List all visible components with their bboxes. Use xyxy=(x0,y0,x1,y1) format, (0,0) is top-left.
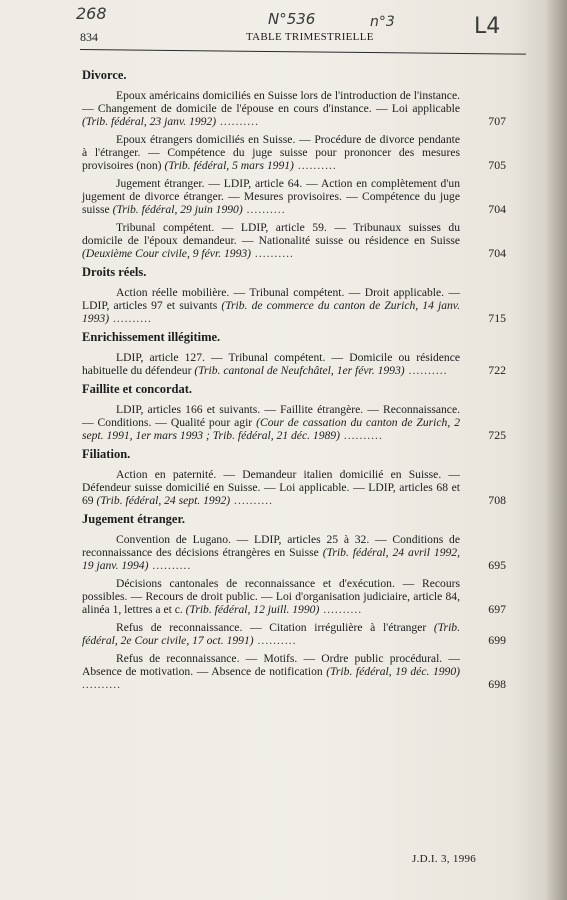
index-section xyxy=(68,382,508,442)
entry-court-reference: (Trib. cantonal de Neufchâtel, 1er févr. 1993) xyxy=(194,364,405,377)
section-title: Divorce. xyxy=(82,68,127,82)
entry-text xyxy=(68,577,460,616)
entry-description: Tribunal compétent. — LDIP, article 59. — Tribunaux suisses du domicile de l'époux demandeur. — Nationalité suisse ou résidence en Suisse xyxy=(82,221,460,247)
dot-leader: .......... xyxy=(109,312,152,325)
entry-page-number: 707 xyxy=(488,114,506,128)
dot-leader: .......... xyxy=(242,203,286,216)
section-title: Droits réels. xyxy=(82,265,147,279)
entry-description: Epoux américains domiciliés en Suisse lors de l'introduction de l'instance. — Changement de domicile de l'épouse en cours d'instance. — Loi applicable xyxy=(82,89,460,115)
entry-text xyxy=(68,621,460,647)
entry-court-reference: (Trib. fédéral, 12 juill. 1990) xyxy=(185,603,320,616)
entry-text xyxy=(68,403,460,442)
index-entry xyxy=(68,286,508,325)
entry-description: Epoux étrangers domiciliés en Suisse. — Procédure de divorce pendante à l'étranger. — Compétence du juge suisse pour prononcer des mesures provisoires (non) xyxy=(82,133,460,172)
entry-description: Convention de Lugano. — LDIP, articles 25 à 32. — Conditions de reconnaissance des décisions étrangères en Suisse xyxy=(82,533,460,559)
entry-court-reference: (Trib. fédéral, 24 sept. 1992) xyxy=(96,494,231,507)
handwritten-annotation-l4: L4 xyxy=(474,14,501,39)
header-rule xyxy=(80,49,526,55)
entry-court-reference: (Cour de cassation du canton de Zurich, 2 sept. 1991, 1er mars 1993 ; Trib. fédéral, 21 déc. 1989) xyxy=(82,416,460,442)
section-title: Faillite et concordat. xyxy=(82,382,193,396)
index-entry xyxy=(68,133,508,172)
entry-court-reference: (Trib. de commerce du canton de Zurich, 14 janv. 1993) xyxy=(82,299,460,325)
entry-text xyxy=(68,652,460,691)
dot-leader: .......... xyxy=(293,159,337,172)
dot-leader: .......... xyxy=(319,603,363,616)
entry-description: Refus de reconnaissance. — Citation irrégulière à l'étranger xyxy=(116,621,427,634)
section-title: Jugement étranger. xyxy=(82,512,185,526)
entry-description: Action réelle mobilière. — Tribunal compétent. — Droit applicable. — LDIP, articles 97 et suivants xyxy=(82,286,460,312)
dot-leader: .......... xyxy=(216,115,259,128)
index-section xyxy=(68,265,508,325)
index-entry xyxy=(68,403,508,442)
entry-text xyxy=(68,533,460,572)
entry-description: Refus de reconnaissance. — Motifs. — Ordre public procédural. — Absence de motivation. — Absence de notification xyxy=(82,652,460,678)
dot-leader: .......... xyxy=(148,559,192,572)
section-title: Enrichissement illégitime. xyxy=(82,330,221,344)
index-section xyxy=(68,447,508,507)
entry-court-reference: (Trib. fédéral, 23 janv. 1992) xyxy=(82,115,217,128)
entry-page-number: 697 xyxy=(488,602,506,616)
entry-page-number: 715 xyxy=(488,311,506,325)
entry-page-number: 698 xyxy=(488,677,506,691)
entry-description: LDIP, article 127. — Tribunal compétent. — Domicile ou résidence habituelle du défendeur xyxy=(82,351,460,377)
entry-page-number: 722 xyxy=(488,363,506,377)
index-entry xyxy=(68,221,508,260)
entry-court-reference: (Trib. fédéral, 29 juin 1990) xyxy=(112,203,243,216)
entry-text xyxy=(68,351,460,377)
footer-citation: J.D.I. 3, 1996 xyxy=(412,853,477,865)
entry-page-number: 699 xyxy=(488,633,506,647)
dot-leader: .......... xyxy=(404,364,448,377)
entry-page-number: 708 xyxy=(488,493,506,507)
entry-description: Jugement étranger. — LDIP, article 64. — Action en complètement d'un jugement de divorce étranger. — Mesures provisoires. — Compétence du juge suisse xyxy=(82,177,460,216)
entry-page-number: 704 xyxy=(488,246,506,260)
header-title: TABLE TRIMESTRIELLE xyxy=(246,31,374,43)
entry-text xyxy=(68,221,460,260)
index-content xyxy=(68,64,508,696)
dot-leader: .......... xyxy=(339,429,383,442)
index-entry xyxy=(68,533,508,572)
entry-court-reference: (Trib. fédéral, 19 déc. 1990) xyxy=(326,665,460,678)
entry-description: LDIP, articles 166 et suivants. — Faillite étrangère. — Reconnaissance. — Conditions. — Qualité pour agir xyxy=(82,403,460,429)
index-section xyxy=(68,330,508,377)
index-entry xyxy=(68,89,508,128)
entry-text xyxy=(68,468,460,507)
page-number: 834 xyxy=(80,30,98,44)
handwritten-annotation-n3: n°3 xyxy=(370,14,395,30)
entry-page-number: 725 xyxy=(488,428,506,442)
index-entry xyxy=(68,621,508,647)
entry-page-number: 695 xyxy=(488,558,506,572)
entry-text xyxy=(68,177,460,216)
entry-page-number: 704 xyxy=(488,202,506,216)
dot-leader: .......... xyxy=(253,634,297,647)
entry-court-reference: (Trib. fédéral, 2e Cour civile, 17 oct. 1991) xyxy=(82,621,460,647)
entry-description: Action en paternité. — Demandeur italien domicilié en Suisse. — Défendeur suisse domicilié en Suisse. — Loi applicable. — LDIP, articles 68 et 69 xyxy=(82,468,460,507)
entry-page-number: 705 xyxy=(488,158,506,172)
entry-description: Décisions cantonales de reconnaissance et d'exécution. — Recours possibles. — Recours de droit public. — Loi d'organisation judiciaire, article 84, alinéa 1, lettres a et c. xyxy=(82,577,460,616)
index-entry xyxy=(68,177,508,216)
index-entry xyxy=(68,351,508,377)
index-section xyxy=(68,68,508,260)
dot-leader: .......... xyxy=(230,494,274,507)
entry-text xyxy=(68,89,460,128)
index-entry xyxy=(68,468,508,507)
dot-leader: .......... xyxy=(82,678,121,691)
entry-court-reference: (Trib. fédéral, 24 avril 1992, 19 janv. 1994) xyxy=(82,546,460,572)
page-header xyxy=(80,30,526,48)
entry-court-reference: (Trib. fédéral, 5 mars 1991) xyxy=(164,159,294,172)
section-title: Filiation. xyxy=(82,447,131,461)
entry-text xyxy=(68,133,460,172)
index-entry xyxy=(68,577,508,616)
handwritten-annotation-number: 268 xyxy=(76,4,107,23)
entry-text xyxy=(68,286,460,325)
index-entry xyxy=(68,652,508,691)
entry-court-reference: (Deuxième Cour civile, 9 févr. 1993) xyxy=(82,247,252,260)
dot-leader: .......... xyxy=(251,247,294,260)
page-edge-shadow xyxy=(545,0,567,900)
handwritten-annotation-issue: N°536 xyxy=(268,10,316,28)
index-section xyxy=(68,512,508,691)
